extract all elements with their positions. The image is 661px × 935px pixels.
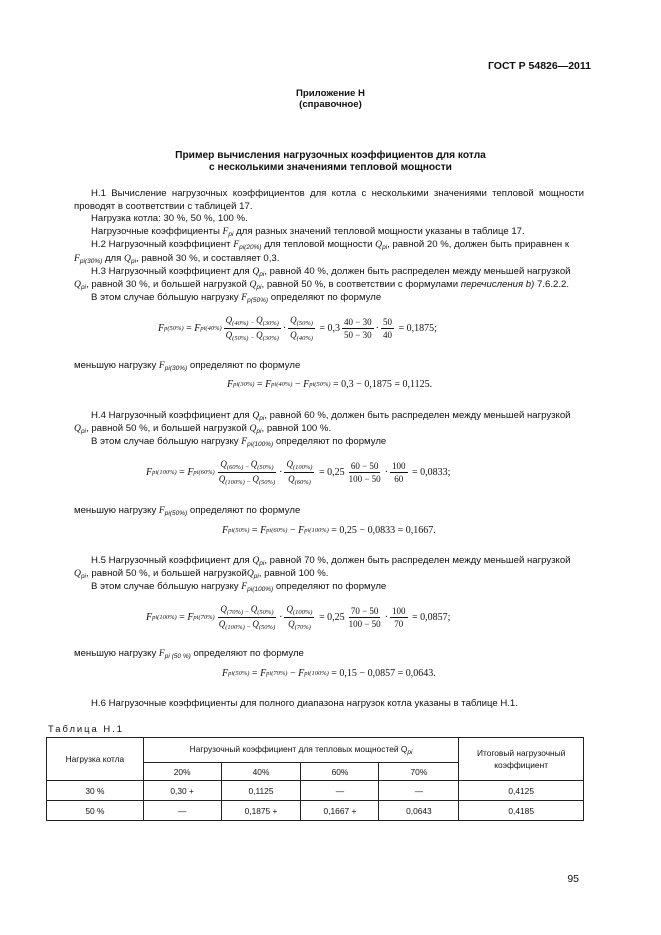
standard-header: ГОСТ Р 54826—2011 (487, 60, 591, 72)
table-cell: 0,4185 (459, 801, 584, 821)
paragraph-h5-bigger: В этом случае бóльшую нагрузку $F_{pi(100\%)}$ определяют по формуле (91, 581, 387, 593)
table-cell: 30 % (47, 781, 144, 801)
table-cell: 0,4125 (459, 781, 584, 801)
paragraph-h5-line1: Н.5 Нагрузочный коэффициент для $Q_{pi}$, равной 70 %, должен быть распределен между меньшей нагрузкой (91, 555, 571, 567)
table-row (47, 781, 584, 801)
appendix-title: Приложение Н (296, 88, 365, 99)
header-total: Итоговый нагрузочный коэффициент (459, 738, 584, 781)
paragraph-h4-line1: Н.4 Нагрузочный коэффициент для $Q_{pi}$, равной 60 %, должен быть распределен между меньшей нагрузкой (91, 410, 571, 422)
header-group: Нагрузочный коэффициент для тепловых мощностей $Q_{pi}$ (143, 738, 459, 763)
page-number: 95 (567, 873, 579, 885)
paragraph-h5-smaller: меньшую нагрузку $F_{pi (50 \%)}$ определяют по формуле (74, 648, 304, 660)
table-cell: 50 % (47, 801, 144, 821)
table-cell: — (301, 781, 379, 801)
paragraph-h3-line1: Н.3 Нагрузочный коэффициент для $Q_{pi}$, равной 40 %, должен быть распределен между меньшей нагрузкой (91, 266, 571, 278)
table-cell: 0,1667 + (301, 801, 379, 821)
formula-f-pi100-a: F pi(100%) = F pi(60%) $\frac{Q_{(60\%) -} Q_{(50\%)}}{Q_{(100\%) -} Q_{(50\%)}}$ · $\frac{Q_{(100\%)}}{Q_{(60\%)}}$ = 0,25 $\frac{60 - 50}{100 - 50}$ · $\frac{100}{60}$ = 0,0833; (146, 459, 451, 486)
formula-f-pi50-a: F pi(50%) = F pi(60%) − F pi(100%) = 0,25 − 0,0833 = 0,1667. (222, 525, 436, 536)
paragraph-h4-smaller: меньшую нагрузку $F_{pi(50\%)}$ определяют по формуле (74, 505, 301, 517)
section-title-line-1: Пример вычисления нагрузочных коэффициентов для котла (175, 150, 486, 161)
paragraph-h1: Н.1 Вычисление нагрузочных коэффициентов для котла с несколькими значениями тепловой мощности проводят в соответствии с таблицей 17. (74, 188, 584, 212)
appendix-subtitle: (справочное) (299, 99, 362, 110)
table-cell: — (379, 781, 459, 801)
paragraph-h4-line2: $Q_{pi}$, равной 50 %, и большей нагрузкой $Q_{pi}$, равной 100 %. (74, 423, 332, 435)
paragraph-h2-line1: Н.2 Нагрузочный коэффициент $F_{pi(20\%)}$ для тепловой мощности $Q_{pi}$, равной 20 %, должен быть приравнен к (91, 239, 570, 251)
table-caption: Таблица Н.1 (48, 723, 124, 734)
table-cell: 0,30 + (143, 781, 221, 801)
coefficients-table (46, 737, 584, 821)
header-load: Нагрузка котла (47, 738, 144, 781)
table-cell: — (143, 801, 221, 821)
paragraph-h3-smaller: меньшую нагрузку $F_{pi(30\%)}$ определяют по формуле (74, 360, 301, 372)
section-title-line-2: с несколькими значениями тепловой мощности (209, 162, 452, 173)
header-sub-70: 70% (379, 763, 459, 781)
table-row (47, 801, 584, 821)
paragraph-h4-bigger: В этом случае бóльшую нагрузку $F_{pi(100\%)}$ определяют по формуле (91, 436, 387, 448)
header-sub-40: 40% (221, 763, 301, 781)
paragraph-h3-bigger: В этом случае бóльшую нагрузку $F_{p(50\%)}$ определяют по формуле (91, 292, 382, 304)
paragraph-coefficients: Нагрузочные коэффициенты $F_{pi}$ для разных значений тепловой мощности указаны в таблице 17. (91, 226, 525, 238)
paragraph-h5-line2: $Q_{pi}$, равной 50 %, и большей нагрузкойQ$_{pi}$, равной 100 %. (74, 568, 329, 580)
table-cell: 0,1125 (221, 781, 301, 801)
table-cell: 0,0643 (379, 801, 459, 821)
formula-f-pi30: F pi(30%) = F pi(40%) − F pi(50%) = 0,3 − 0,1875 = 0,1125. (227, 379, 433, 390)
formula-f-pi50-b: F pi(50%) = F pi(70%) − F pi(100%) = 0,15 − 0,0857 = 0,0643. (222, 668, 436, 679)
header-sub-20: 20% (143, 763, 221, 781)
header-sub-60: 60% (301, 763, 379, 781)
paragraph-h3-line2: $Q_{pi}$, равной 30 %, и большей нагрузкой $Q_{pi}$, равной 50 %, в соответствии с формулами перечисления b) 7.6.2.2. (74, 279, 569, 291)
table-cell: 0,1875 + (221, 801, 301, 821)
formula-f-p50: F p(50%) = F pi(40%) $\frac{Q_{(40\%) -} Q_{(30\%)}}{Q_{(50\%) -} Q_{(30\%)}}$ · $\frac{Q_{(50\%)}}{Q_{(40\%)}}$ = 0,3 $\frac{40 - 30}{50 - 30}$ · $\frac{50}{40}$ = 0,1875; (158, 315, 437, 342)
formula-f-pi100-b: F pi(100%) = F pi(70%) $\frac{Q_{(70\%) -} Q_{(50\%)}}{Q_{(100\%) -} Q_{(50\%)}}$ · $\frac{Q_{(100\%)}}{Q_{(70\%)}}$ = 0,25 $\frac{70 - 50}{100 - 50}$ · $\frac{100}{70}$ = 0,0857; (146, 604, 451, 631)
paragraph-h6: Н.6 Нагрузочные коэффициенты для полного диапазона нагрузок котла указаны в таблице Н.1. (91, 698, 518, 709)
paragraph-h2-line2: $F_{pi(30\%)}$ для $Q_{pi}$, равной 30 %, и составляет 0,3. (74, 253, 280, 265)
paragraph-load: Нагрузка котла: 30 %, 50 %, 100 %. (91, 213, 248, 224)
